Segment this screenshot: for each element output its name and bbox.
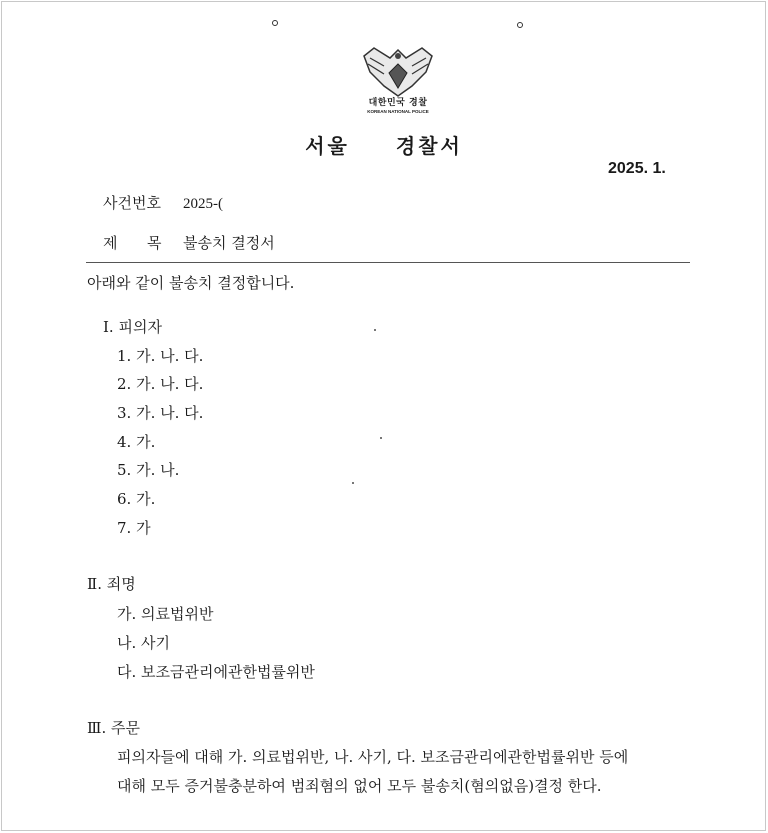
emblem-text-english: KOREAN NATIONAL POLICE <box>367 109 429 114</box>
case-number-row <box>103 192 223 213</box>
title-row <box>103 232 275 253</box>
suspect-item: 4. 가. <box>117 433 156 451</box>
scan-speck <box>352 482 354 484</box>
header-divider <box>86 262 690 263</box>
charges-heading: Ⅱ. 죄명 <box>87 575 136 593</box>
suspect-item: 2. 가. 나. 다. <box>117 375 204 393</box>
case-number-value: 2025-( <box>183 196 223 212</box>
suspect-item: 5. 가. 나. <box>117 461 180 479</box>
title-label: 제 목 <box>103 234 162 252</box>
case-number-label: 사건번호 <box>103 194 161 212</box>
suspect-item: 7. 가 <box>117 519 151 537</box>
disposition-text-line2: 대해 모두 증거불충분하여 범죄혐의 없어 모두 불송치(혐의없음)결정 한다. <box>117 777 602 795</box>
suspect-item: 1. 가. 나. 다. <box>117 347 204 365</box>
document-page <box>1 1 766 831</box>
disposition-heading: Ⅲ. 주문 <box>87 719 140 737</box>
suspect-item: 6. 가. <box>117 490 156 508</box>
charge-item: 나. 사기 <box>117 634 171 652</box>
office-name-part1: 서울 <box>305 134 350 158</box>
intro-text: 아래와 같이 불송치 결정합니다. <box>87 274 295 292</box>
suspect-item: 3. 가. 나. 다. <box>117 404 204 422</box>
scan-speck <box>380 437 382 439</box>
charge-item: 다. 보조금관리에관한법률위반 <box>117 663 315 681</box>
police-emblem <box>356 46 440 122</box>
emblem-text-korean: 대한민국 경찰 <box>368 98 428 108</box>
binding-hole-left <box>272 20 278 26</box>
police-eagle-emblem-icon <box>360 46 436 98</box>
charge-item: 가. 의료법위반 <box>117 605 214 623</box>
binding-hole-right <box>517 22 523 28</box>
disposition-text-line1: 피의자들에 대해 가. 의료법위반, 나. 사기, 다. 보조금관리에관한법률위반 등에 <box>117 748 629 766</box>
office-name-part2: 경찰서 <box>395 134 463 158</box>
police-station-name <box>0 130 768 159</box>
suspects-heading: Ⅰ. 피의자 <box>103 318 162 336</box>
document-date: 2025. 1. <box>608 160 666 177</box>
title-value: 불송치 결정서 <box>183 234 275 252</box>
scan-speck <box>374 329 376 331</box>
